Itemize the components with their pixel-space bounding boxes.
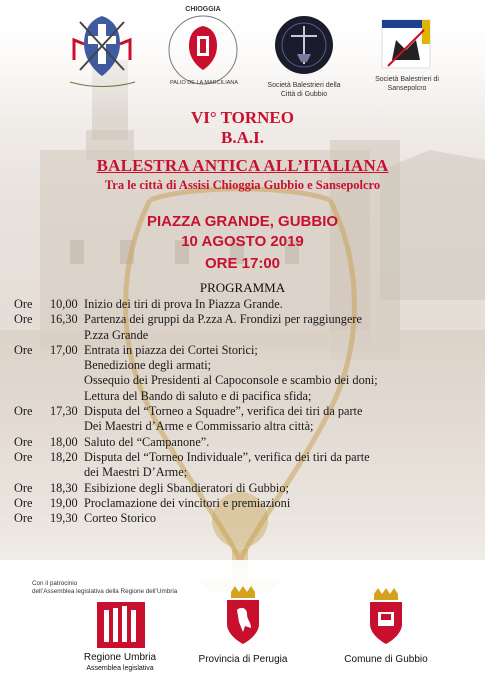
schedule-description: Entrata in piazza dei Cortei Storici;	[84, 342, 258, 357]
chioggia-label-bottom: PALIO DE LA MARCILIANA	[169, 80, 239, 86]
regione-umbria-name: Regione Umbria	[83, 652, 157, 663]
schedule-ore-label: Ore	[14, 511, 33, 526]
patronage-line-2: dell’Assemblea legislativa della Regione dell’Umbria	[32, 588, 178, 595]
provincia-perugia-name: Provincia di Perugia	[198, 654, 288, 665]
schedule-ore-label: Ore	[14, 404, 33, 419]
schedule-time: 18,20	[50, 449, 78, 464]
provincia-perugia-crest	[221, 586, 265, 648]
tournament-title: VI° TORNEO	[190, 108, 294, 127]
assisi-crest-logo	[60, 10, 145, 90]
schedule-description: Disputa del “Torneo Individuale”, verifica dei tiri da parte	[84, 449, 370, 464]
regione-umbria-logo	[95, 600, 147, 650]
schedule-ore-label: Ore	[14, 480, 33, 495]
schedule-ore-label: Ore	[14, 449, 33, 464]
gubbio-society-caption: Società Balestrieri della Città di Gubbio	[267, 82, 341, 98]
patronage-line-1: Con il patrocinio	[32, 580, 78, 587]
schedule-description: Lettura del Bando di saluto e di pacifica sfida;	[84, 388, 312, 403]
schedule-item	[14, 450, 476, 481]
schedule-ore-label: Ore	[14, 342, 33, 357]
schedule-ore-label: Ore	[14, 297, 33, 311]
schedule-description: Partenza dei gruppi da P.zza A. Frondizi per raggiungere	[84, 312, 362, 327]
schedule-description: Inizio dei tiri di prova In Piazza Grande.	[84, 297, 283, 311]
schedule-item	[14, 496, 476, 511]
participating-cities: Tra le città di Assisi Chioggia Gubbio e Sansepolcro	[104, 178, 381, 192]
program-schedule	[14, 297, 476, 526]
schedule-description: Benedizione degli armati;	[84, 358, 212, 373]
schedule-time: 17,30	[50, 404, 78, 419]
schedule-description: Saluto del “Campanone”.	[84, 434, 210, 449]
schedule-description: Dei Maestri d’Arme e Commissario altra città;	[84, 419, 314, 434]
schedule-time: 18,00	[50, 434, 78, 449]
event-date: 10 AGOSTO 2019	[181, 233, 304, 250]
schedule-item	[14, 481, 476, 496]
schedule-description: Esibizione degli Sbandieratori di Gubbio;	[84, 480, 289, 495]
tournament-acronym: B.A.I.	[221, 128, 264, 147]
schedule-time: 19,30	[50, 511, 78, 526]
tournament-subtitle: BALESTRA ANTICA ALL’ITALIANA	[96, 156, 389, 175]
schedule-description: Corteo Storico	[84, 511, 157, 526]
schedule-ore-label: Ore	[14, 495, 33, 510]
schedule-description: Proclamazione dei vincitori e premiazioni	[84, 495, 291, 510]
chioggia-label-top: CHIOGGIA	[185, 6, 221, 13]
schedule-time: 17,00	[50, 342, 78, 357]
schedule-item	[14, 404, 476, 435]
schedule-time: 19,00	[50, 495, 78, 510]
event-time: ORE 17:00	[204, 255, 281, 272]
schedule-time: 18,30	[50, 480, 78, 495]
gubbio-balestrieri-logo	[273, 14, 335, 76]
schedule-ore-label: Ore	[14, 434, 33, 449]
patronage-note	[32, 580, 177, 596]
schedule-description: Ossequio dei Presidenti al Capoconsole e scambio dei doni;	[84, 373, 378, 388]
regione-umbria-subtitle: Assemblea legislativa	[86, 665, 154, 672]
program-heading: PROGRAMMA	[199, 280, 286, 295]
schedule-item	[14, 435, 476, 450]
comune-gubbio-name: Comune di Gubbio	[344, 654, 428, 665]
schedule-item	[14, 297, 476, 312]
schedule-time: 16,30	[50, 312, 78, 327]
schedule-description: Disputa del “Torneo a Squadre”, verifica dei tiri da parte	[84, 404, 363, 419]
schedule-item	[14, 343, 476, 404]
comune-gubbio-crest	[366, 586, 406, 648]
schedule-ore-label: Ore	[14, 312, 33, 327]
sansepolcro-balestrieri-logo	[378, 16, 434, 72]
schedule-time: 10,00	[50, 297, 78, 311]
schedule-item	[14, 312, 476, 343]
schedule-item	[14, 511, 476, 526]
sansepolcro-society-caption: Società Balestrieri di Sansepolcro	[375, 76, 439, 92]
schedule-description: dei Maestri D’Arme;	[84, 465, 188, 480]
schedule-description: P.zza Grande	[84, 327, 149, 342]
event-venue: PIAZZA GRANDE, GUBBIO	[146, 213, 339, 230]
